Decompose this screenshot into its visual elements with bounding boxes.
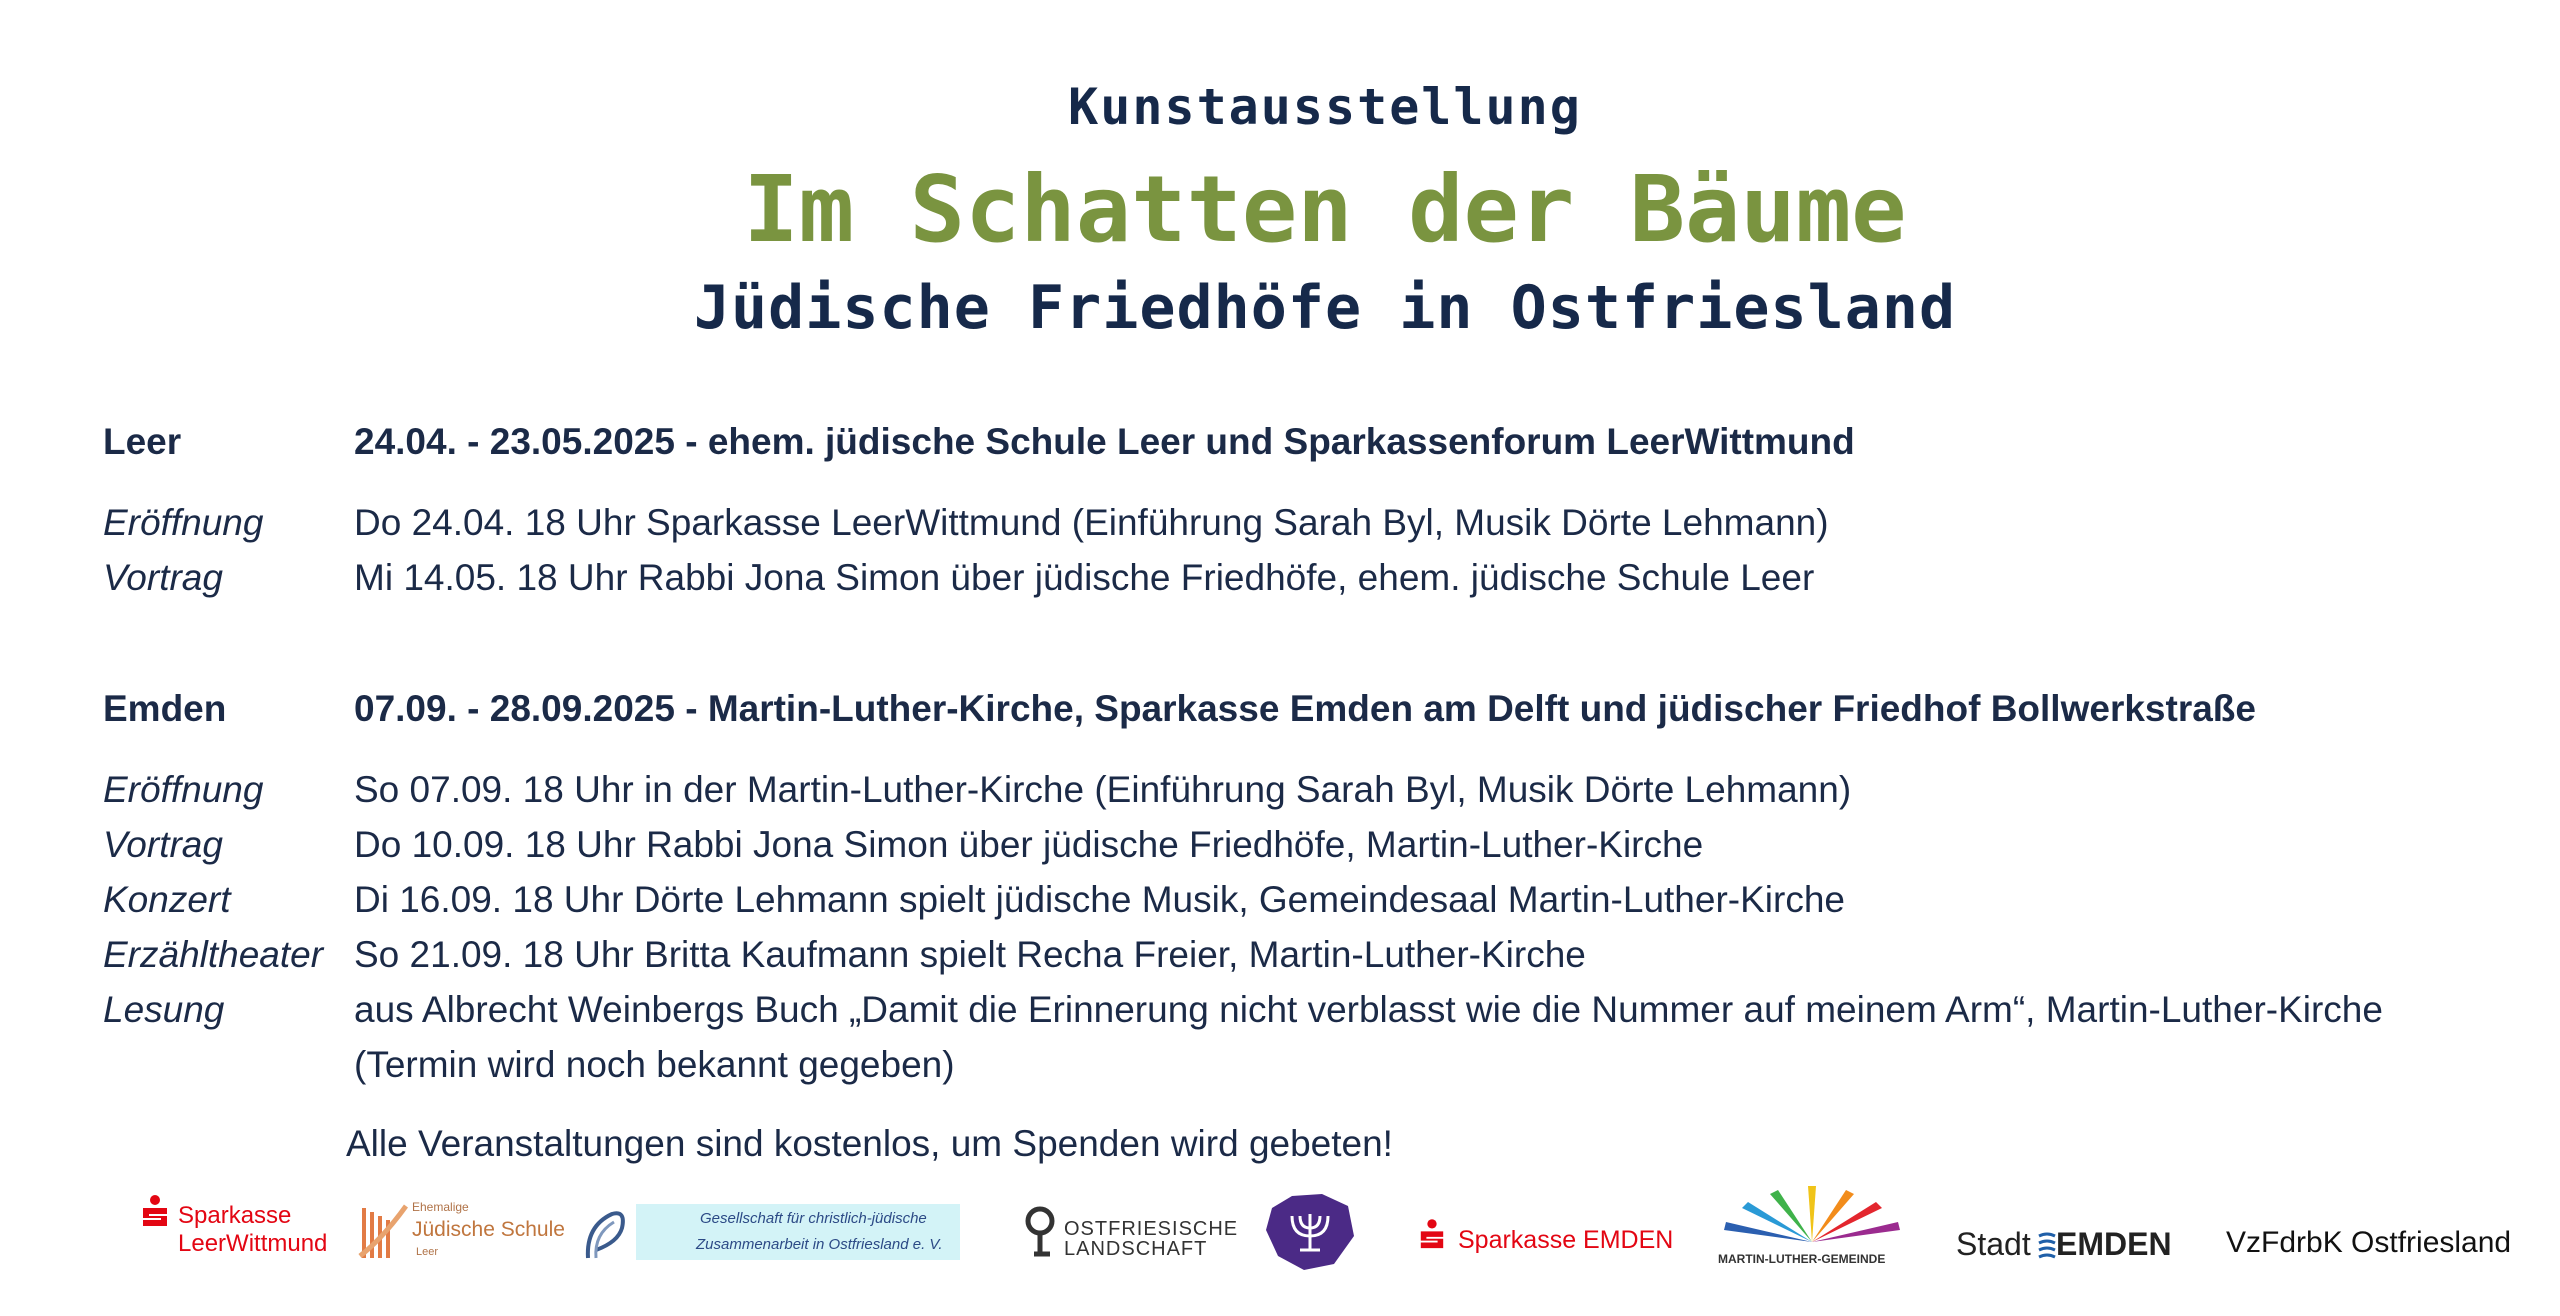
event-label: Lesung xyxy=(103,989,225,1030)
event-text: Di 16.09. 18 Uhr Dörte Lehmann spielt jüdische Musik, Gemeindesaal Martin-Luther-Kirche xyxy=(354,879,1845,920)
event-text: So 07.09. 18 Uhr in der Martin-Luther-Kirche (Einführung Sarah Byl, Musik Dörte Lehmann) xyxy=(354,769,1852,810)
gcjz-logo xyxy=(580,1200,960,1264)
section-headline: 07.09. - 28.09.2025 - Martin-Luther-Kirche, Sparkasse Emden am Delft und jüdischer Friedhof Bollwerkstraße xyxy=(354,688,2256,729)
menorah-icon xyxy=(1262,1190,1358,1272)
event-label: Eröffnung xyxy=(103,502,264,543)
school-emblem-icon xyxy=(358,1198,408,1262)
event-label: Konzert xyxy=(103,879,231,920)
rainbow-rays-icon xyxy=(1712,1186,1912,1248)
gcjz-emblem-icon xyxy=(582,1206,628,1262)
event-text: Mi 14.05. 18 Uhr Rabbi Jona Simon über jüdische Friedhöfe, ehem. jüdische Schule Leer xyxy=(354,557,1815,598)
event-note: (Termin wird noch bekannt gegeben) xyxy=(354,1044,955,1085)
logo-text: Leer xyxy=(416,1246,439,1258)
event-label: Vortrag xyxy=(103,557,223,598)
logo-text: OSTFRIESISCHE xyxy=(1064,1218,1239,1240)
logo-text: Gesellschaft für christlich-jüdische xyxy=(700,1210,927,1227)
exhibition-pretitle: Kunstausstellung xyxy=(1068,78,1582,136)
logo-text: VzFdrbK Ostfriesland xyxy=(2226,1226,2512,1259)
section-headline: 24.04. - 23.05.2025 - ehem. jüdische Schule Leer und Sparkassenforum LeerWittmund xyxy=(354,421,1855,462)
logo-text: EMDEN xyxy=(2056,1226,2172,1262)
exhibition-subtitle: Jüdische Friedhöfe in Ostfriesland xyxy=(693,273,1957,343)
logo-text: MARTIN-LUTHER-GEMEINDE xyxy=(1718,1252,1886,1266)
event-text: Do 24.04. 18 Uhr Sparkasse LeerWittmund (Einführung Sarah Byl, Musik Dörte Lehmann) xyxy=(354,502,1829,543)
logo-text: Jüdische Schule xyxy=(412,1218,565,1241)
logo-text: LANDSCHAFT xyxy=(1064,1238,1208,1260)
city-label: Leer xyxy=(103,421,182,462)
martin-luther-gemeinde-logo xyxy=(1712,1186,1912,1270)
event-label: Eröffnung xyxy=(103,769,264,810)
logo-text: Ehemalige xyxy=(412,1200,469,1214)
city-label: Emden xyxy=(103,688,227,729)
juedische-schule-logo xyxy=(358,1196,565,1264)
logo-text: Stadt xyxy=(1956,1226,2031,1262)
wave-emblem-icon xyxy=(2038,1232,2056,1260)
sparkasse-icon xyxy=(140,1194,170,1232)
exhibition-title: Im Schatten der Bäume xyxy=(743,156,1907,263)
sparkasse-emden-logo xyxy=(1418,1212,1688,1262)
sparkasse-icon xyxy=(1418,1218,1446,1254)
landschaft-emblem-icon xyxy=(1022,1204,1058,1260)
logo-text: LeerWittmund xyxy=(178,1230,328,1257)
logo-text: Zusammenarbeit in Ostfriesland e. V. xyxy=(696,1236,943,1253)
event-text: Do 10.09. 18 Uhr Rabbi Jona Simon über jüdische Friedhöfe, Martin-Luther-Kirche xyxy=(354,824,1704,865)
menorah-logo xyxy=(1262,1190,1358,1272)
event-label: Erzähltheater xyxy=(103,934,324,975)
sparkasse-leerwittmund-logo xyxy=(136,1192,336,1262)
stadt-emden-logo xyxy=(1956,1220,2186,1268)
event-label: Vortrag xyxy=(103,824,223,865)
footer-note: Alle Veranstaltungen sind kostenlos, um Spenden wird gebeten! xyxy=(346,1123,1393,1164)
ostfriesische-landschaft-logo xyxy=(1022,1202,1242,1262)
event-text: So 21.09. 18 Uhr Britta Kaufmann spielt Recha Freier, Martin-Luther-Kirche xyxy=(354,934,1586,975)
logo-text: Sparkasse EMDEN xyxy=(1458,1226,1674,1254)
vzfdrbk-ostfriesland-logo xyxy=(2226,1222,2526,1266)
event-text: aus Albrecht Weinbergs Buch „Damit die Erinnerung nicht verblasst wie die Nummer auf meinem Arm“, Martin-Luther-Kirche xyxy=(354,989,2383,1030)
logo-text: Sparkasse xyxy=(178,1202,292,1229)
